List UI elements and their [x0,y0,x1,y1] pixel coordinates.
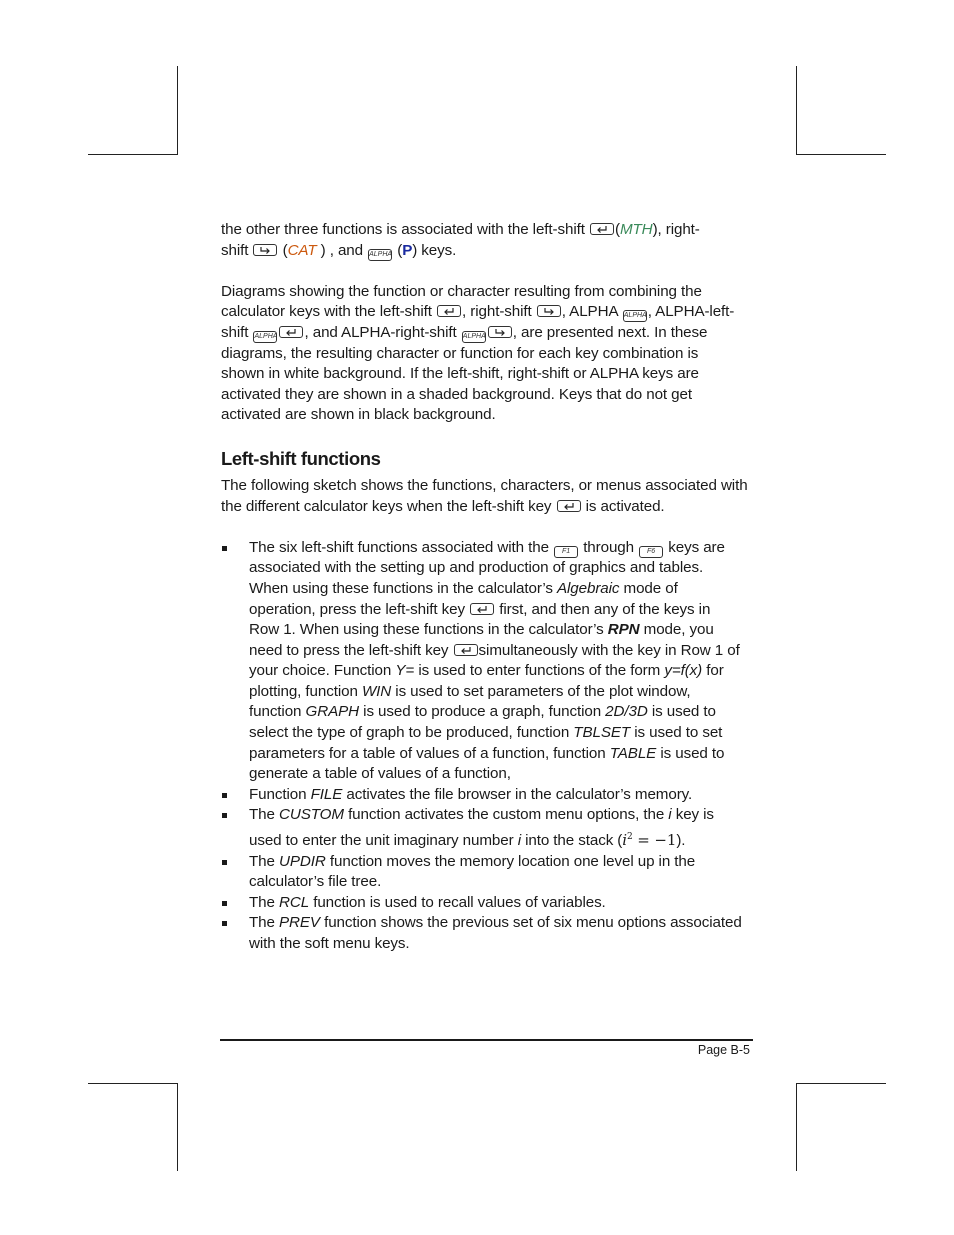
bullet-icon [222,860,227,865]
left-shift-key-icon [590,223,614,235]
bullet-icon [222,901,227,906]
right-shift-key-icon [537,305,561,317]
crop-mark [796,66,797,154]
alpha-key-icon: ALPHA [368,249,392,261]
f6-key-icon: F6 [639,546,663,558]
left-shift-key-icon [437,305,461,317]
intro-paragraph-1: the other three functions is associated with the left-shift (MTH), right- shift (CAT ) , and ALPHA (P) keys. [221,221,700,259]
list-item: Function FILE activates the file browser in the calculator’s memory. [221,785,756,806]
section-heading: Left-shift functions [221,447,381,469]
page-content [221,220,756,955]
list-item: The RCL function is used to recall values of variables. [221,893,756,914]
left-shift-key-icon [454,644,478,656]
bullet-list [221,538,756,955]
list-item: The PREV function shows the previous set of six menu options associated with the soft menu keys. [221,913,756,954]
alpha-key-icon: ALPHA [623,310,647,322]
footer-rule [220,1039,753,1041]
left-shift-key-icon [557,500,581,512]
bullet-icon [222,921,227,926]
crop-mark [88,1083,178,1084]
left-shift-key-icon [279,326,303,338]
list-item: The UPDIR function moves the memory location one level up in the calculator’s file tree. [221,852,756,893]
bullet-icon [222,793,227,798]
left-shift-key-icon [470,603,494,615]
crop-mark [88,154,178,155]
crop-mark [177,66,178,154]
bullet-icon [222,546,227,551]
crop-mark [796,154,886,155]
f1-key-icon: F1 [554,546,578,558]
section-paragraph: The following sketch shows the functions, characters, or menus associated with the different calculator keys when the left-shift key is activated. [221,476,748,515]
right-shift-key-icon [253,244,277,256]
alpha-key-icon: ALPHA [253,331,277,343]
crop-mark [796,1083,797,1171]
right-shift-key-icon [488,326,512,338]
list-item: The CUSTOM function activates the custom menu options, the i key is used to enter the unit imaginary number i into the stack $(i^2 = -1)$. [221,805,756,851]
math-expression: $i^2 = -1$ [622,831,677,850]
crop-mark [796,1083,886,1084]
alpha-key-icon: ALPHA [462,331,486,343]
page-number: Page B-5 [697,1043,750,1057]
crop-mark [177,1083,178,1171]
bullet-icon [222,813,227,818]
list-item: The six left-shift functions associated with the F1 through F6 keys are associated with the setting up and production of graphics and tables. When using these functions in the calculator’s Algebraic mode of operation, press the left-shift key first, and then any of the keys in Row 1. When using these functions in the calculator’s RPN mode, you need to press the left-shift key simultaneously with the key in Row 1 of your choice. Function Y= is used to enter functions of the form y=f(x) for plotting, function WIN is used to set parameters of the plot window, function GRAPH is used to produce a graph, function 2D/3D is used to select the type of graph to be produced, function TBLSET is used to set parameters for a table of values of a function, function TABLE is used to generate a table of values of a function, [221,538,756,785]
intro-paragraph-2: Diagrams showing the function or character resulting from combining the calculator keys with the left-shift , right-shift , ALPHA ALPHA, ALPHA-left- shift ALPHA , and ALPHA-right-shift ALPHA , are presented next. In these diagrams, the resulting character or function for each key combination is shown in white background. If the left-shift, right-shift or ALPHA keys are activated they are shown in a shaded background. Keys that do not get activated are shown in black background. [221,282,735,424]
